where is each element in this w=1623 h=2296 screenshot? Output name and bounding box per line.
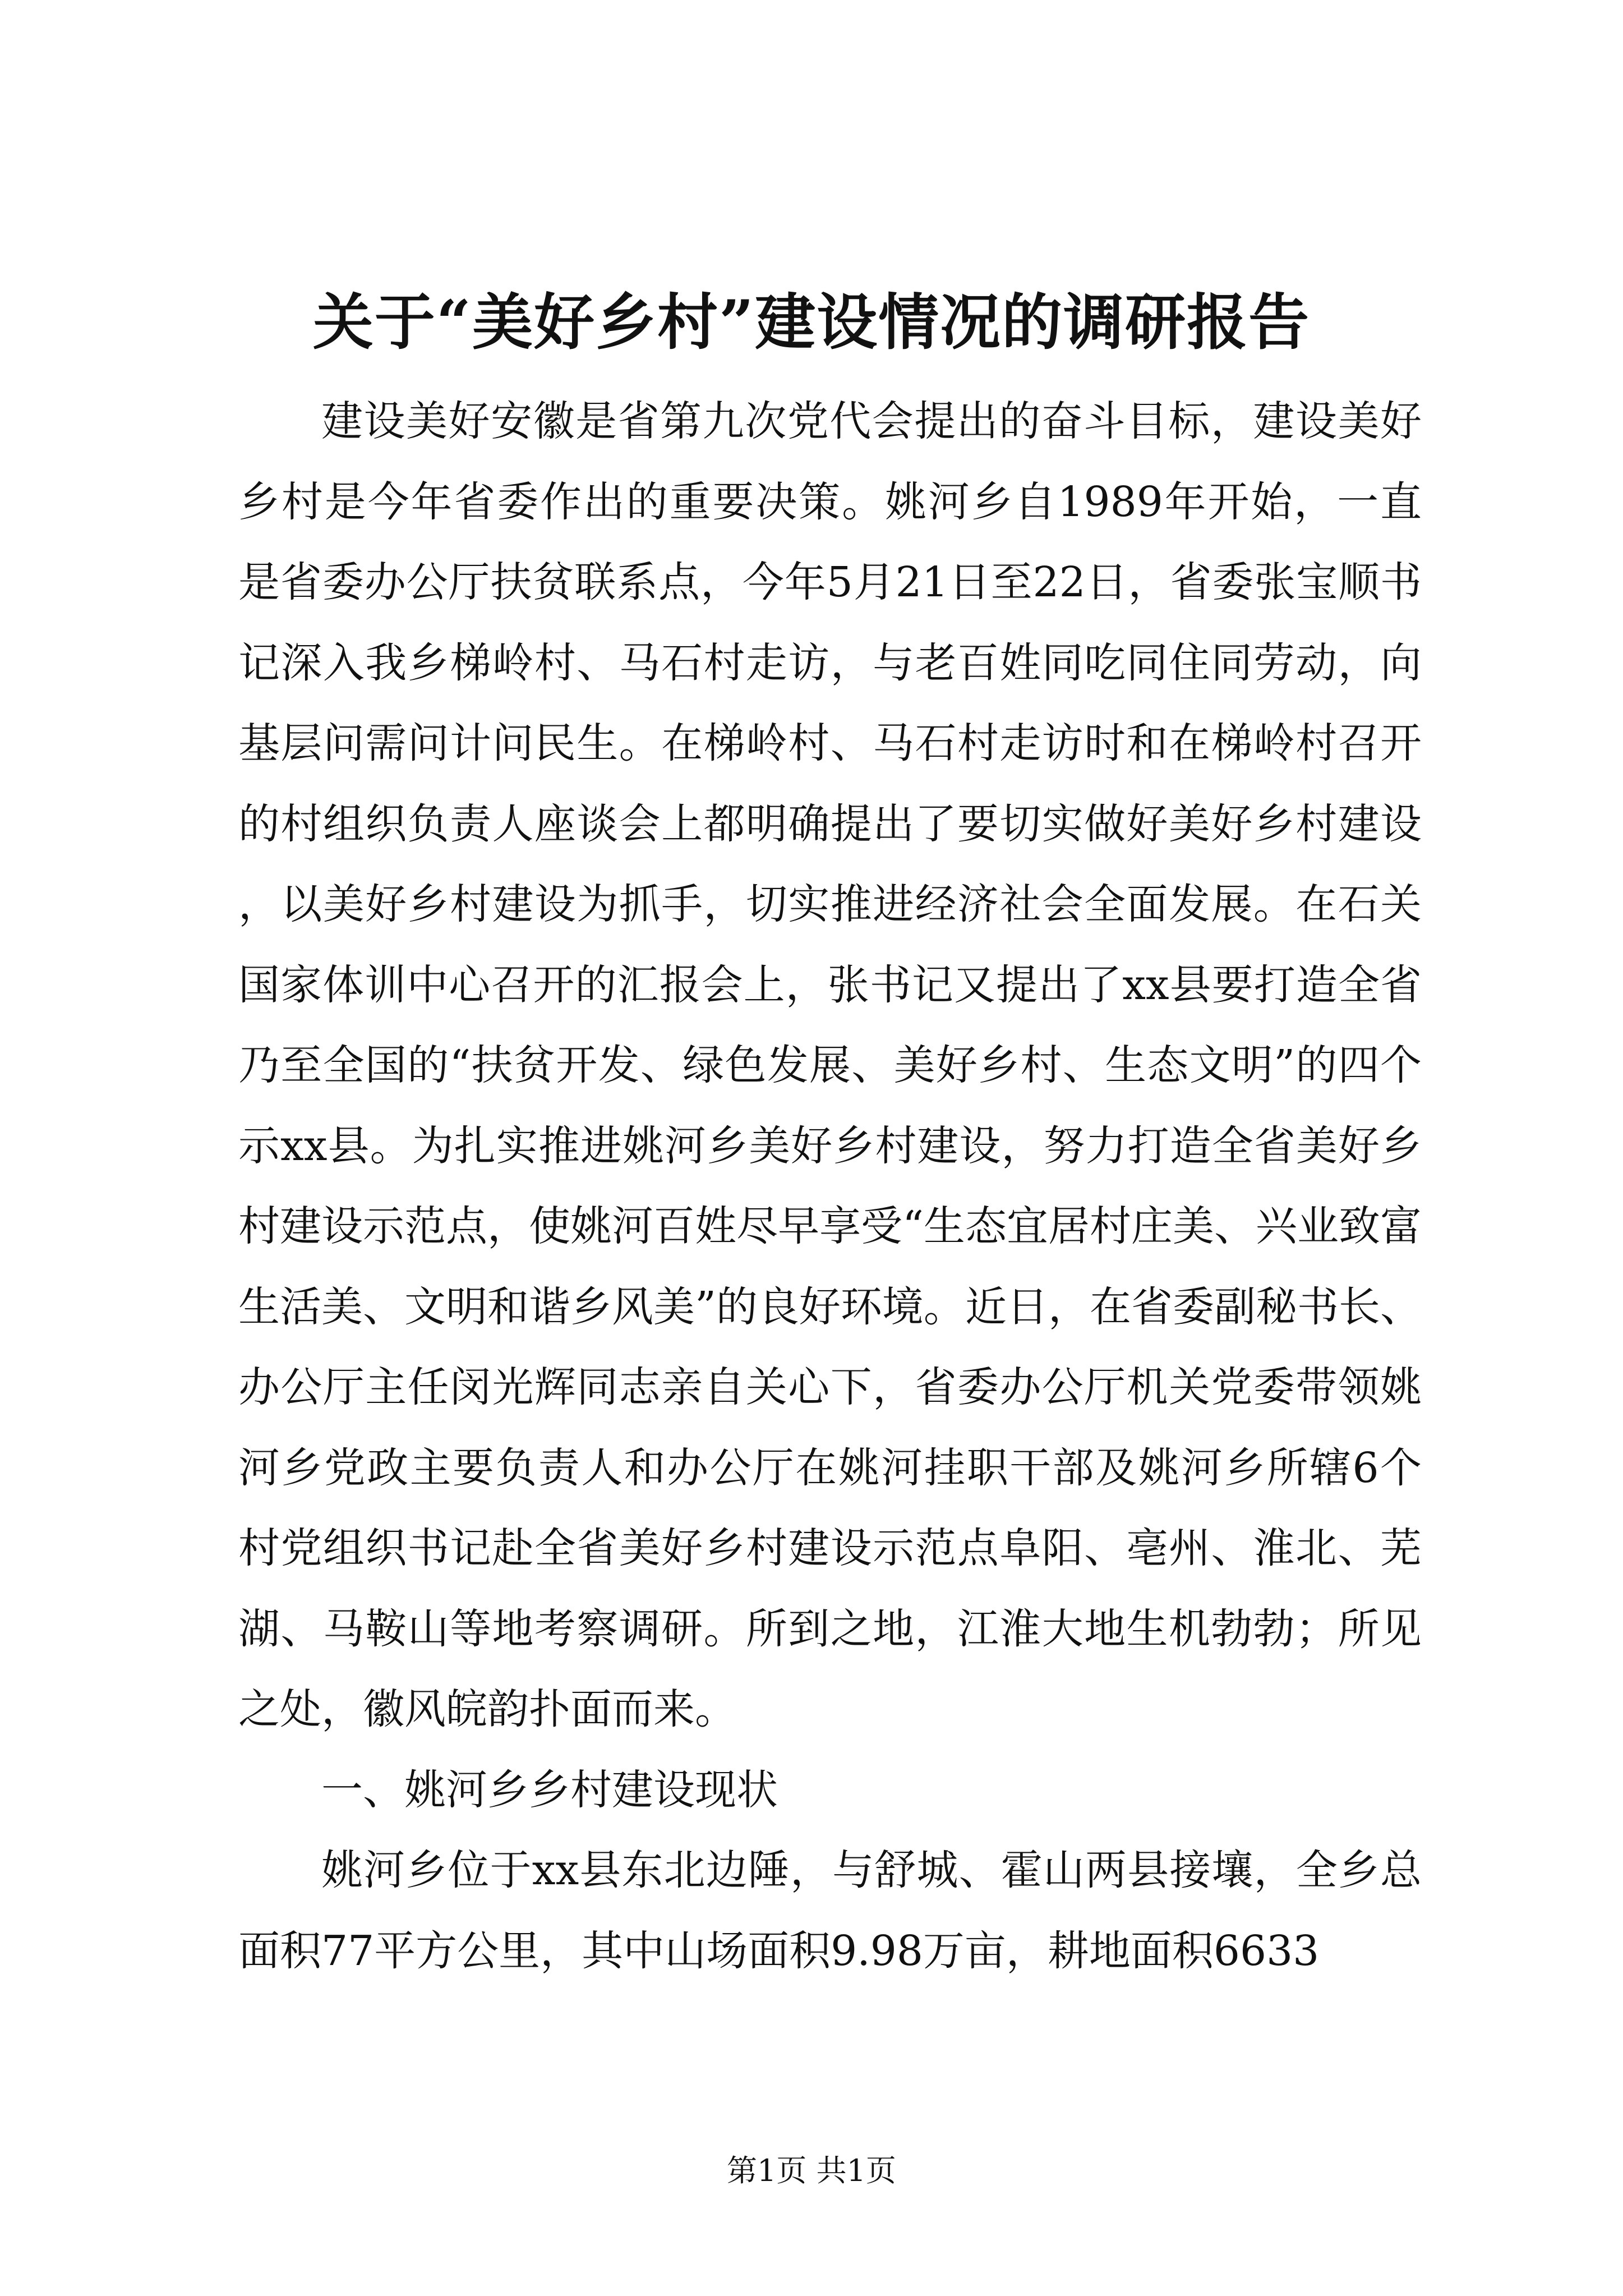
page-footer: 第1页 共1页 [727, 2153, 896, 2188]
section-paragraph: 姚河乡位于xx县东北边陲，与舒城、霍山两县接壤，全乡总面积77平方公里，其中山场面积9.98万亩，耕地面积6633 [238, 1846, 1422, 1975]
section-heading: 一、姚河乡乡村建设现状 [321, 1765, 778, 1814]
document-body [238, 381, 1422, 1991]
body-paragraph: 建设美好安徽是省第九次党代会提出的奋斗目标，建设美好乡村是今年省委作出的重要决策。姚河乡自1989年开始，一直是省委办公厅扶贫联系点，今年5月21日至22日，省委张宝顺书记深入我乡梯岭村、马石村走访，与老百姓同吃同住同劳动，向基层问需问计问民生。在梯岭村、马石村走访时和在梯岭村召开的村组织负责人座谈会上都明确提出了要切实做好美好乡村建设，以美好乡村建设为抓手，切实推进经济社会全面发展。在石关国家体训中心召开的汇报会上，张书记又提出了xx县要打造全省乃至全国的“扶贫开发、绿色发展、美好乡村、生态文明”的四个示xx县。为扎实推进姚河乡美好乡村建设，努力打造全省美好乡村建设示范点，使姚河百姓尽早享受“生态宜居村庄美、兴业致富生活美、文明和谐乡风美”的良好环境。近日，在省委副秘书长、办公厅主任闵光辉同志亲自关心下，省委办公厅机关党委带领姚河乡党政主要负责人和办公厅在姚河挂职干部及姚河乡所辖6个村党组织书记赴全省美好乡村建设示范点阜阳、亳州、淮北、芜湖、马鞍山等地考察调研。所到之地，江淮大地生机勃勃；所见之处，徽风皖韵扑面而来。 [238, 397, 1422, 1733]
document-title: 关于“美好乡村”建设情况的调研报告 [312, 287, 1311, 358]
